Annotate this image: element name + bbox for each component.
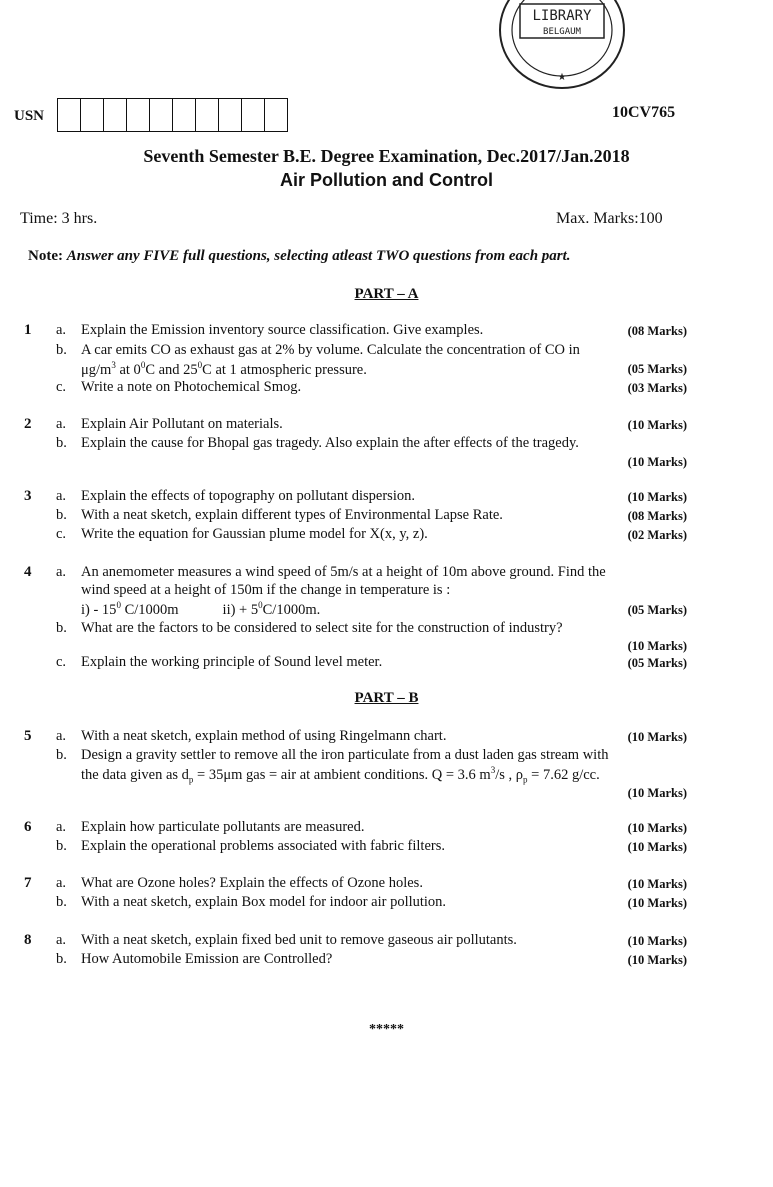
- sub-label: b.: [56, 747, 67, 763]
- question-text: Explain the Emission inventory source classification. Give examples.: [81, 322, 484, 338]
- question-text: What are Ozone holes? Explain the effects of Ozone holes.: [81, 875, 423, 891]
- exam-title: Seventh Semester B.E. Degree Examination, Dec.2017/Jan.2018: [143, 146, 630, 166]
- sub-label: b.: [56, 838, 67, 854]
- library-seal-stamp: [492, 0, 632, 98]
- usn-box[interactable]: [103, 98, 127, 132]
- question-number: 5: [24, 728, 32, 744]
- usn-label: USN: [14, 108, 45, 124]
- marks: (02 Marks): [627, 528, 687, 542]
- usn-box[interactable]: [172, 98, 196, 132]
- question-number: 1: [24, 322, 32, 338]
- question-text-cont: wind speed at a height of 150m if the change in temperature is :: [81, 582, 451, 598]
- sub-label: b.: [56, 507, 67, 523]
- marks: (10 Marks): [627, 934, 687, 948]
- question-text: Explain the operational problems associated with fabric filters.: [81, 838, 445, 854]
- marks: (10 Marks): [627, 418, 687, 432]
- question-number: 6: [24, 819, 32, 835]
- instructions-note: [28, 248, 571, 265]
- svg-text:BELGAUM: BELGAUM: [543, 27, 581, 37]
- sub-label: b.: [56, 620, 67, 636]
- marks: (03 Marks): [627, 381, 687, 395]
- marks: (05 Marks): [627, 603, 687, 617]
- note-text: Answer any FIVE full questions, selecting atleast TWO questions from each part.: [66, 248, 571, 264]
- subject-title: Air Pollution and Control: [280, 170, 493, 190]
- question-text: With a neat sketch, explain different types of Environmental Lapse Rate.: [81, 507, 503, 523]
- sub-label: b.: [56, 894, 67, 910]
- sub-label: c.: [56, 526, 67, 542]
- marks: (05 Marks): [627, 362, 687, 376]
- sub-label: a.: [56, 416, 67, 432]
- question-number: 7: [24, 875, 32, 891]
- course-code: 10CV765: [612, 104, 676, 121]
- svg-text:LIBRARY: LIBRARY: [532, 8, 592, 24]
- part-a-heading: PART – A: [354, 286, 419, 302]
- question-text-cont: $i) - 15^0$ C/1000m $ii) + 5^0C/1000m$.: [81, 600, 321, 618]
- question-text: With a neat sketch, explain Box model for indoor air pollution.: [81, 894, 447, 910]
- question-text: Explain how particulate pollutants are measured.: [81, 819, 365, 835]
- end-of-paper-mark: *****: [369, 1022, 404, 1037]
- svg-text:★: ★: [557, 72, 567, 83]
- question-text: Explain the effects of topography on pollutant dispersion.: [81, 488, 415, 504]
- marks: (08 Marks): [627, 509, 687, 523]
- marks: (10 Marks): [627, 639, 687, 653]
- sub-label: a.: [56, 875, 67, 891]
- sub-label: b.: [56, 951, 67, 967]
- usn-box-row[interactable]: [58, 98, 288, 132]
- marks: (10 Marks): [627, 877, 687, 891]
- question-text: What are the factors to be considered to select site for the construction of industry?: [81, 620, 563, 636]
- marks: (10 Marks): [627, 840, 687, 854]
- usn-box[interactable]: [218, 98, 242, 132]
- sub-label: b.: [56, 435, 67, 451]
- marks: (08 Marks): [627, 324, 687, 338]
- sub-label: c.: [56, 654, 67, 670]
- question-text: How Automobile Emission are Controlled?: [81, 951, 333, 967]
- question-number: 2: [24, 416, 32, 432]
- sub-label: a.: [56, 728, 67, 744]
- usn-box[interactable]: [149, 98, 173, 132]
- marks: (10 Marks): [627, 490, 687, 504]
- marks: (10 Marks): [627, 953, 687, 967]
- usn-box[interactable]: [264, 98, 288, 132]
- usn-box[interactable]: [241, 98, 265, 132]
- marks: (10 Marks): [627, 786, 687, 800]
- sub-label: a.: [56, 564, 67, 580]
- question-text: Explain the cause for Bhopal gas tragedy. Also explain the after effects of the tragedy.: [81, 435, 579, 451]
- question-text: With a neat sketch, explain method of using Ringelmann chart.: [81, 728, 447, 744]
- question-text: Design a gravity settler to remove all the iron particulate from a dust laden gas stream with: [81, 747, 609, 763]
- usn-box[interactable]: [57, 98, 81, 132]
- sub-label: a.: [56, 819, 67, 835]
- question-text: Write a note on Photochemical Smog.: [81, 379, 302, 395]
- question-number: 4: [24, 564, 32, 580]
- question-text: Explain the working principle of Sound level meter.: [81, 654, 383, 670]
- marks: (10 Marks): [627, 455, 687, 469]
- sub-label: a.: [56, 932, 67, 948]
- question-number: 3: [24, 488, 32, 504]
- usn-box[interactable]: [126, 98, 150, 132]
- usn-box[interactable]: [195, 98, 219, 132]
- exam-duration: Time: 3 hrs.: [20, 210, 98, 227]
- question-text-cont: the data given as $d_p = 35\mu m$ gas = air at ambient conditions. Q = 3.6 $m^3/s$ , $\rho_p = 7.62$ g/cc.: [81, 765, 600, 785]
- question-text: Write the equation for Gaussian plume model for X(x, y, z).: [81, 526, 428, 542]
- marks: (05 Marks): [627, 656, 687, 670]
- marks: (10 Marks): [627, 730, 687, 744]
- question-text: An anemometer measures a wind speed of 5m/s at a height of 10m above ground. Find the: [81, 564, 606, 580]
- question-text: A car emits CO as exhaust gas at 2% by volume. Calculate the concentration of CO in: [81, 342, 580, 358]
- question-text: With a neat sketch, explain fixed bed unit to remove gaseous air pollutants.: [81, 932, 517, 948]
- sub-label: a.: [56, 488, 67, 504]
- question-number: 8: [24, 932, 32, 948]
- part-b-heading: PART – B: [354, 690, 419, 706]
- question-text-cont: $\mu g/m^3$ at $0^0C$ and $25^0C$ at 1 atmospheric pressure.: [81, 360, 367, 378]
- max-marks: Max. Marks:100: [556, 210, 663, 227]
- sub-label: b.: [56, 342, 67, 358]
- question-text: Explain Air Pollutant on materials.: [81, 416, 283, 432]
- usn-box[interactable]: [80, 98, 104, 132]
- marks: (10 Marks): [627, 821, 687, 835]
- note-label: Note:: [28, 248, 63, 264]
- sub-label: a.: [56, 322, 67, 338]
- sub-label: c.: [56, 379, 67, 395]
- marks: (10 Marks): [627, 896, 687, 910]
